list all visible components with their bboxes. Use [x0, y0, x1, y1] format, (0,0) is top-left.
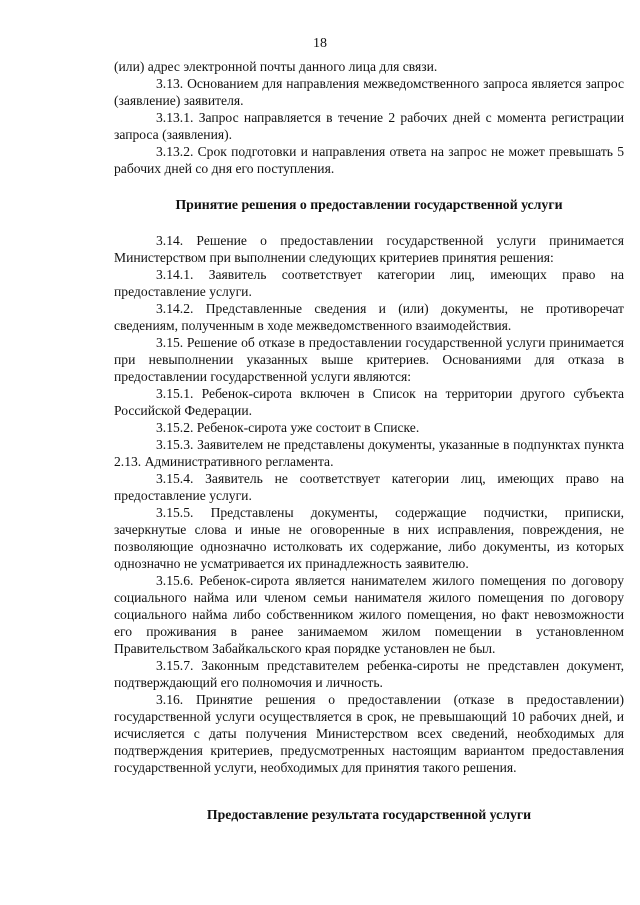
paragraph: 3.13.1. Запрос направляется в течение 2 рабочих дней с момента регистрации запроса (заявления).: [114, 110, 624, 142]
paragraph: 3.13. Основанием для направления межведомственного запроса является запрос (заявление) заявителя.: [114, 76, 624, 108]
paragraph: 3.14. Решение о предоставлении государственной услуги принимается Министерством при выполнении следующих критериев принятия решения:: [114, 233, 624, 265]
section-heading-decision: Принятие решения о предоставлении государственной услуги: [175, 197, 563, 212]
paragraph: 3.14.1. Заявитель соответствует категории лиц, имеющих право на предоставление услуги.: [114, 267, 624, 299]
paragraph: 3.15.3. Заявителем не представлены документы, указанные в подпунктах пункта 2.13. Административного регламента.: [114, 437, 624, 469]
paragraph: 3.16. Принятие решения о предоставлении (отказе в предоставлении) государственной услуги осуществляется в срок, не превышающий 10 рабочих дней, и исчисляется с даты получения Министерством всех сведений, необходимых для подтверждения критериев, предусмотренных настоящим вариантом предоставления государственной услуги, необходимых для принятия такого решения.: [114, 692, 624, 775]
paragraph: 3.15.5. Представлены документы, содержащие подчистки, приписки, зачеркнутые слова и иные не оговоренные в них исправления, повреждения, не позволяющие однозначно истолковать их содержание, либо документы, из которых однозначно не усматривается их принадлежность заявителю.: [114, 505, 624, 571]
paragraph: 3.15.2. Ребенок-сирота уже состоит в Списке.: [156, 420, 420, 435]
spacer: [114, 776, 624, 806]
paragraph: 3.13.2. Срок подготовки и направления ответа на запрос не может превышать 5 рабочих дней со дня его поступления.: [114, 144, 624, 176]
document-body: [114, 58, 624, 823]
spacer: [114, 177, 624, 196]
paragraph: 3.14.2. Представленные сведения и (или) документы, не противоречат сведениям, полученным в ходе межведомственного взаимодействия.: [114, 301, 624, 333]
spacer: [114, 213, 624, 232]
paragraph: 3.15.7. Законным представителем ребенка-сироты не представлен документ, подтверждающий его полномочия и личность.: [114, 658, 624, 690]
paragraph: (или) адрес электронной почты данного лица для связи.: [114, 59, 438, 74]
section-heading-result: Предоставление результата государственной услуги: [206, 807, 532, 822]
page-number: 18: [313, 36, 327, 51]
paragraph: 3.15.6. Ребенок-сирота является нанимателем жилого помещения по договору социального найма или членом семьи нанимателя жилого помещения по договору социального найма либо собственником жилого помещения, но факт невозможности его проживания в ранее занимаемом жилом помещении в установленном Правительством Забайкальского края порядке установлен не был.: [114, 573, 624, 656]
paragraph: 3.15.4. Заявитель не соответствует категории лиц, имеющих право на предоставление услуги.: [114, 471, 624, 503]
paragraph: 3.15. Решение об отказе в предоставлении государственной услуги принимается при невыполнении указанных выше критериев. Основаниями для отказа в предоставлении государственной услуги являются:: [114, 335, 624, 384]
paragraph: 3.15.1. Ребенок-сирота включен в Список на территории другого субъекта Российской Федерации.: [114, 386, 624, 418]
